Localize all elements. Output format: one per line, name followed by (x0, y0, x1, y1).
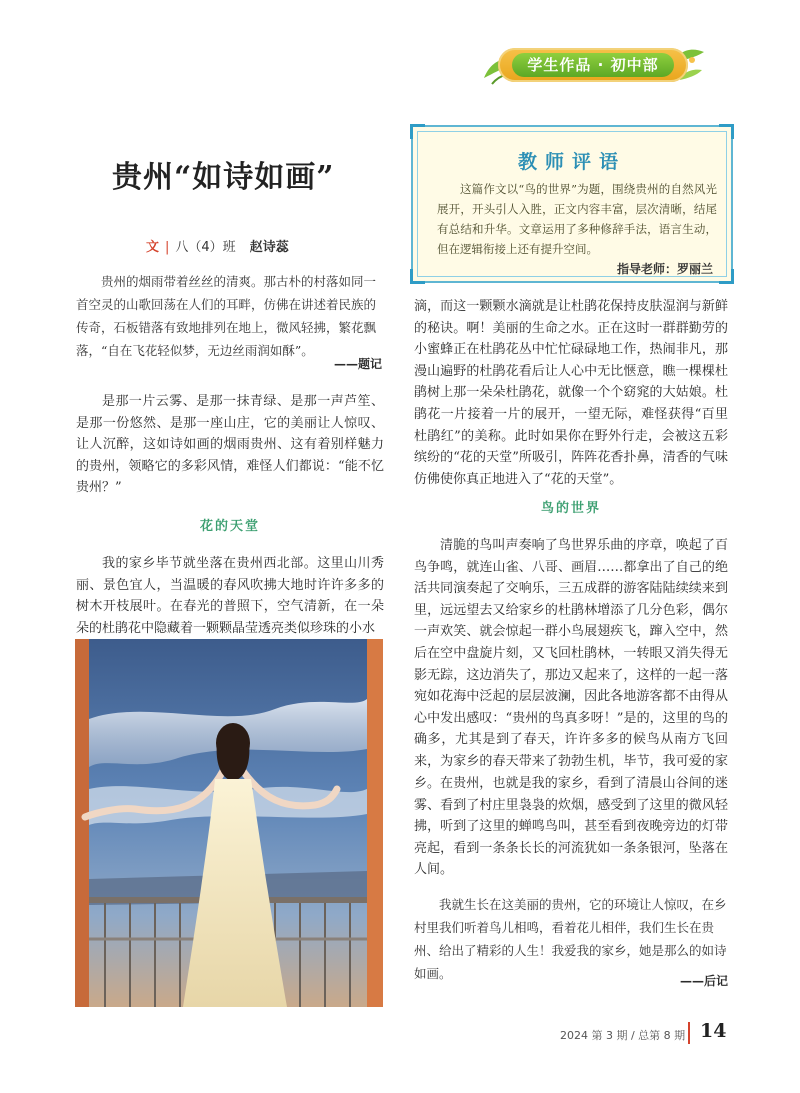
section-badge-label: 学生作品 · 初中部 (527, 56, 659, 74)
byline-author: 赵诗蕊 (249, 240, 289, 255)
afterword-sign: ——后记 (679, 974, 728, 988)
paragraph: 在贵州，也就是我的家乡，看到了清晨山谷间的迷雾、看到了村庄里袅袅的炊烟，感受到了这里的微风轻拂，听到了这里的蝉鸣鸟叫，甚至看到夜晚旁边的灯带亮起，看到一条条长长的河流犹如一条条银河，坠落在人间。 (414, 776, 728, 878)
paragraph: 滴，而这一颗颗水滴就是让杜鹃花保持皮肤湿润与新鲜的秘诀。啊！美丽的生命之水。正在这时一群群勤劳的小蜜蜂正在杜鹃花丛中忙忙碌碌地工作，热闹非凡，那漫山遍野的杜鹃花看后让人心中无比惬意，瞧一棵棵杜鹃树上那一朵朵杜鹃花，就像一个个窈窕的大姑娘。杜鹃花一片接着一片的展开，一望无际，难怪获得“百里杜鹃红”的美称。此时如果你在野外行走，会被这五彩缤纷的“花的天堂”所吸引，阵阵花香扑鼻，清香的气味仿佛使你真正地进入了“花的天堂”。 (414, 299, 728, 487)
teacher-comment-text: 这篇作文以“鸟的世界”为题，围绕贵州的自然风光展开，开头引人入胜，正文内容丰富，层次清晰，结尾有总结和升华。文章运用了多种修辞手法，语言生动，但在逻辑衔接上还有提升空间。 (437, 182, 717, 256)
teacher-comment-sign: 指导老师：罗丽兰 (616, 262, 713, 276)
section-heading: 花的天堂 (199, 519, 260, 534)
page-number: 14 (700, 1020, 727, 1042)
teacher-comment-title: 教师评语 (517, 151, 626, 173)
epigraph-text: 贵州的烟雨带着丝丝的清爽。那古朴的村落如同一首空灵的山歌回荡在人们的耳畔，仿佛在讲述着民族的传奇，石板错落有致地排列在地上，微风轻拂，繁花飘落，“自在飞花轻似梦，无边丝雨润如酥”。 (76, 274, 377, 358)
footer-divider (688, 1022, 690, 1044)
paragraph: 是那一片云雾、是那一抹青绿、是那一声芦笙、是那一份悠然、是那一座山庄，它的美丽让人惊叹、让人沉醉，这如诗如画的烟雨贵州、这有着别样魅力的贵州，领略它的多彩风情，难怪人们都说：“能不忆贵州？” (76, 394, 384, 496)
afterword-text: 我就生长在这美丽的贵州，它的环境让人惊叹，在乡村里我们听着鸟儿相鸣，看着花儿相伴，我们生长在贵州、给出了精彩的人生！我爱我的家乡，她是那么的如诗如画。 (414, 897, 727, 981)
issue-info: 2024 第 3 期 / 总第 8 期 (560, 1029, 686, 1042)
paragraph: 清脆的鸟叫声奏响了鸟世界乐曲的序章，唤起了百鸟争鸣，就连山雀、八哥、画眉……都拿出了自己的绝活共同演奏起了交响乐，三五成群的游客陆陆续续来到里，远远望去又给家乡的杜鹃林增添了几分色彩，偶尔一声欢笑、就会惊起一群小鸟展翅疾飞，蹿入空中，然后在空中盘旋片刻，又飞回杜鹃林，一转眼又消失得无影无踪，这边消失了，那边又起来了，这样的一起一落宛如花海中泛起的层层波澜，因此各地游客都不由得从心中发出感叹：“贵州的鸟真多呀！”是的，这里的鸟的确多，尤其是到了春天，许许多多的候鸟从南方飞回来，为家乡的春天带来了勃勃生机，毕节，我可爱的家乡。 (414, 538, 728, 791)
section-heading: 鸟的世界 (540, 501, 601, 516)
byline-tag: 文 (146, 240, 160, 255)
section-badge (478, 40, 710, 90)
paragraph: 我的家乡毕节就坐落在贵州西北部。这里山川秀丽、景色宜人，当温暖的春风吹拂大地时许许多多的树木开枝展叶。在春光的普照下，空气清新，在一朵朵的杜鹃花中隐藏着一颗颗晶莹透亮类似珍珠的小水 (76, 556, 384, 636)
byline-divider: | (165, 240, 170, 255)
article-title: 贵州“如诗如画” (112, 160, 335, 195)
epigraph-sign: ——题记 (333, 357, 382, 371)
teacher-comment-box (411, 125, 733, 283)
article-photo (75, 639, 383, 1007)
byline (146, 236, 289, 255)
byline-class: 八（4）班 (175, 240, 236, 255)
